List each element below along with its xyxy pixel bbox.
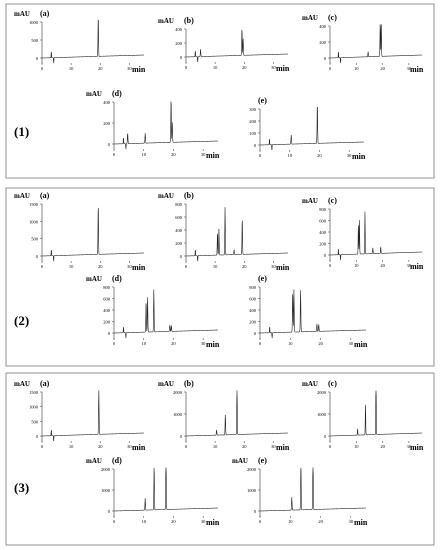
- x-unit-label: min: [206, 518, 220, 527]
- y-unit-label: mAU: [86, 275, 102, 283]
- y-tick-label: 200: [103, 319, 110, 325]
- chromatogram-trace: [330, 212, 422, 260]
- x-tick-label: 10: [212, 264, 218, 269]
- x-tick-label: 10: [141, 152, 146, 157]
- chromatogram-trace: [114, 290, 218, 339]
- y-tick-label: 0: [107, 509, 110, 514]
- x-tick-label: 30: [406, 444, 412, 449]
- x-tick-label: 0: [258, 519, 262, 524]
- y-tick-label: 600: [175, 215, 182, 220]
- panel-letter: (c): [328, 196, 337, 205]
- x-tick-label: 30: [406, 66, 412, 71]
- x-unit-label: min: [132, 443, 146, 452]
- panel-letter: (b): [184, 191, 194, 200]
- chromatogram-trace: [114, 102, 218, 150]
- x-tick-label: 30: [127, 444, 132, 449]
- y-tick-label: 2000: [101, 467, 110, 472]
- x-unit-label: min: [410, 262, 424, 271]
- y-tick-label: 200: [103, 121, 110, 126]
- x-tick-label: 30: [346, 153, 352, 158]
- x-tick-label: 30: [127, 264, 132, 269]
- x-unit-label: min: [352, 152, 366, 161]
- x-tick-label: 0: [40, 444, 44, 449]
- x-tick-label: 0: [40, 264, 44, 269]
- y-unit-label: mAU: [302, 197, 318, 205]
- y-tick-label: 0: [253, 509, 256, 514]
- y-tick-label: 800: [175, 202, 182, 207]
- x-tick-label: 10: [68, 66, 74, 71]
- y-unit-label: mAU: [14, 192, 30, 200]
- x-tick-label: 20: [380, 444, 385, 449]
- x-tick-label: 10: [288, 341, 293, 346]
- y-tick-label: 0: [323, 253, 326, 258]
- chromatogram-trace: [42, 208, 144, 261]
- x-tick-label: 10: [288, 519, 293, 524]
- x-tick-label: 0: [112, 341, 116, 346]
- x-tick-label: 10: [354, 263, 359, 268]
- y-tick-label: 1000: [29, 20, 38, 25]
- y-tick-label: 200: [175, 241, 182, 246]
- y-tick-label: 500: [31, 236, 38, 242]
- x-tick-label: 0: [184, 264, 188, 269]
- panel-letter: (a): [40, 379, 50, 388]
- y-tick-label: 0: [323, 434, 326, 439]
- x-tick-label: 30: [127, 66, 132, 71]
- y-tick-label: 800: [249, 285, 256, 290]
- x-tick-label: 20: [98, 264, 103, 269]
- x-unit-label: min: [206, 151, 220, 160]
- chromatogram-trace: [114, 468, 218, 512]
- figure-group-frame: [6, 373, 434, 545]
- x-tick-label: 20: [171, 519, 176, 524]
- y-tick-label: 0: [179, 254, 182, 259]
- x-tick-label: 0: [328, 66, 332, 71]
- chromatogram-trace: [42, 390, 144, 441]
- y-tick-label: 1000: [29, 404, 38, 410]
- y-tick-label: 600: [103, 296, 110, 302]
- y-tick-label: 1500: [29, 390, 38, 395]
- x-tick-label: 20: [171, 152, 176, 157]
- y-tick-label: 400: [175, 27, 182, 32]
- x-unit-label: min: [276, 64, 290, 73]
- x-tick-label: 20: [242, 444, 247, 449]
- y-tick-label: 400: [175, 228, 182, 233]
- y-tick-label: 100: [249, 131, 256, 136]
- panel-letter: (e): [258, 456, 267, 465]
- x-tick-label: 20: [318, 519, 323, 524]
- panel-letter: (c): [328, 13, 337, 22]
- y-tick-label: 0: [35, 434, 38, 439]
- x-tick-label: 30: [406, 263, 412, 268]
- y-unit-label: mAU: [158, 17, 174, 25]
- y-tick-label: 300: [249, 107, 256, 112]
- x-tick-label: 10: [212, 444, 218, 449]
- x-tick-label: 30: [271, 65, 276, 70]
- x-tick-label: 20: [242, 264, 247, 269]
- y-unit-label: mAU: [86, 457, 102, 465]
- figure-group-frame: [6, 188, 434, 366]
- x-tick-label: 0: [328, 263, 332, 268]
- y-tick-label: 400: [249, 308, 256, 313]
- x-unit-label: min: [132, 65, 146, 74]
- panel-letter: (a): [40, 9, 50, 18]
- x-unit-label: min: [276, 263, 290, 272]
- x-tick-label: 30: [348, 341, 354, 346]
- y-tick-label: 400: [103, 100, 110, 105]
- chromatogram-trace: [186, 30, 288, 62]
- x-tick-label: 10: [287, 153, 292, 158]
- chromatogram-trace: [260, 107, 364, 150]
- x-tick-label: 10: [212, 65, 218, 70]
- x-tick-label: 30: [271, 444, 276, 449]
- group-label: (1): [14, 124, 30, 139]
- y-unit-label: mAU: [158, 380, 174, 388]
- y-tick-label: 500: [31, 38, 38, 43]
- y-unit-label: mAU: [232, 457, 248, 465]
- chromatogram-trace: [330, 24, 422, 63]
- panel-letter: (d): [112, 274, 122, 283]
- x-tick-label: 0: [184, 444, 188, 449]
- x-tick-label: 20: [98, 66, 103, 71]
- y-tick-label: 2000: [247, 467, 256, 472]
- x-tick-label: 30: [348, 519, 354, 524]
- x-unit-label: min: [410, 65, 424, 74]
- chromatogram-trace: [330, 391, 422, 437]
- chromatogram-trace: [260, 468, 366, 512]
- y-tick-label: 200: [319, 40, 326, 45]
- y-tick-label: 400: [103, 308, 110, 313]
- y-tick-label: 1000: [247, 488, 256, 493]
- x-tick-label: 10: [68, 444, 74, 449]
- x-tick-label: 10: [354, 444, 359, 449]
- x-tick-label: 0: [112, 152, 116, 157]
- y-tick-label: 1500: [29, 202, 38, 207]
- y-unit-label: mAU: [14, 380, 30, 388]
- y-tick-label: 2000: [317, 390, 326, 395]
- panel-letter: (b): [184, 16, 194, 25]
- x-tick-label: 20: [242, 65, 247, 70]
- y-tick-label: 400: [319, 24, 326, 29]
- y-tick-label: 0: [35, 254, 38, 259]
- y-tick-label: 200: [319, 241, 326, 247]
- y-tick-label: 200: [175, 41, 182, 46]
- x-tick-label: 20: [98, 444, 103, 449]
- x-unit-label: min: [276, 443, 290, 452]
- panel-letter: (d): [112, 456, 122, 465]
- y-tick-label: 1000: [317, 412, 326, 417]
- y-unit-label: mAU: [302, 380, 318, 388]
- x-tick-label: 0: [40, 66, 44, 71]
- y-tick-label: 0: [179, 55, 182, 60]
- x-tick-label: 10: [141, 519, 146, 524]
- x-tick-label: 20: [171, 341, 176, 346]
- y-unit-label: mAU: [302, 14, 318, 22]
- figure-group-frame: [6, 4, 434, 178]
- x-tick-label: 0: [112, 519, 116, 524]
- y-tick-label: 0: [323, 56, 326, 61]
- x-tick-label: 20: [380, 263, 385, 268]
- x-tick-label: 0: [258, 341, 262, 346]
- y-tick-label: 0: [35, 56, 38, 61]
- panel-letter: (d): [112, 89, 122, 98]
- y-tick-label: 600: [319, 218, 326, 224]
- y-tick-label: 0: [107, 142, 110, 147]
- x-tick-label: 0: [184, 65, 188, 70]
- x-tick-label: 30: [200, 341, 206, 346]
- x-tick-label: 30: [200, 519, 206, 524]
- group-label: (2): [14, 313, 30, 328]
- y-tick-label: 800: [103, 285, 110, 290]
- panel-letter: (b): [184, 379, 194, 388]
- x-tick-label: 20: [380, 66, 385, 71]
- x-tick-label: 10: [141, 341, 146, 346]
- y-tick-label: 0: [107, 331, 110, 336]
- x-unit-label: min: [410, 443, 424, 452]
- y-tick-label: 1000: [101, 488, 110, 493]
- panel-letter: (c): [328, 379, 337, 388]
- panel-letter: (a): [40, 191, 50, 200]
- panel-letter: (e): [258, 274, 267, 283]
- y-unit-label: mAU: [86, 90, 102, 98]
- chromatogram-trace: [186, 391, 288, 437]
- x-unit-label: min: [206, 340, 220, 349]
- chromatogram-trace: [42, 20, 144, 63]
- x-tick-label: 20: [317, 153, 322, 158]
- y-tick-label: 200: [249, 119, 256, 124]
- y-tick-label: 400: [319, 230, 326, 235]
- x-unit-label: min: [354, 518, 368, 527]
- y-unit-label: mAU: [14, 10, 30, 18]
- panel-letter: (e): [258, 96, 267, 105]
- x-tick-label: 30: [271, 264, 276, 269]
- y-tick-label: 2000: [173, 390, 182, 395]
- y-tick-label: 0: [179, 434, 182, 439]
- x-tick-label: 20: [318, 341, 323, 346]
- x-tick-label: 30: [200, 152, 206, 157]
- y-tick-label: 600: [249, 296, 256, 302]
- y-tick-label: 200: [249, 319, 256, 325]
- x-tick-label: 0: [328, 444, 332, 449]
- x-unit-label: min: [132, 263, 146, 272]
- chromatogram-trace: [186, 207, 288, 261]
- y-tick-label: 1000: [29, 219, 38, 225]
- y-tick-label: 0: [253, 143, 256, 148]
- y-tick-label: 1000: [173, 412, 182, 417]
- y-unit-label: mAU: [158, 192, 174, 200]
- chromatogram-trace: [260, 289, 366, 338]
- x-unit-label: min: [354, 340, 368, 349]
- y-tick-label: 500: [31, 419, 38, 425]
- x-tick-label: 10: [68, 264, 74, 269]
- group-label: (3): [14, 480, 30, 495]
- y-tick-label: 800: [319, 207, 326, 212]
- x-tick-label: 10: [354, 66, 359, 71]
- x-tick-label: 0: [258, 153, 262, 158]
- y-tick-label: 0: [253, 331, 256, 336]
